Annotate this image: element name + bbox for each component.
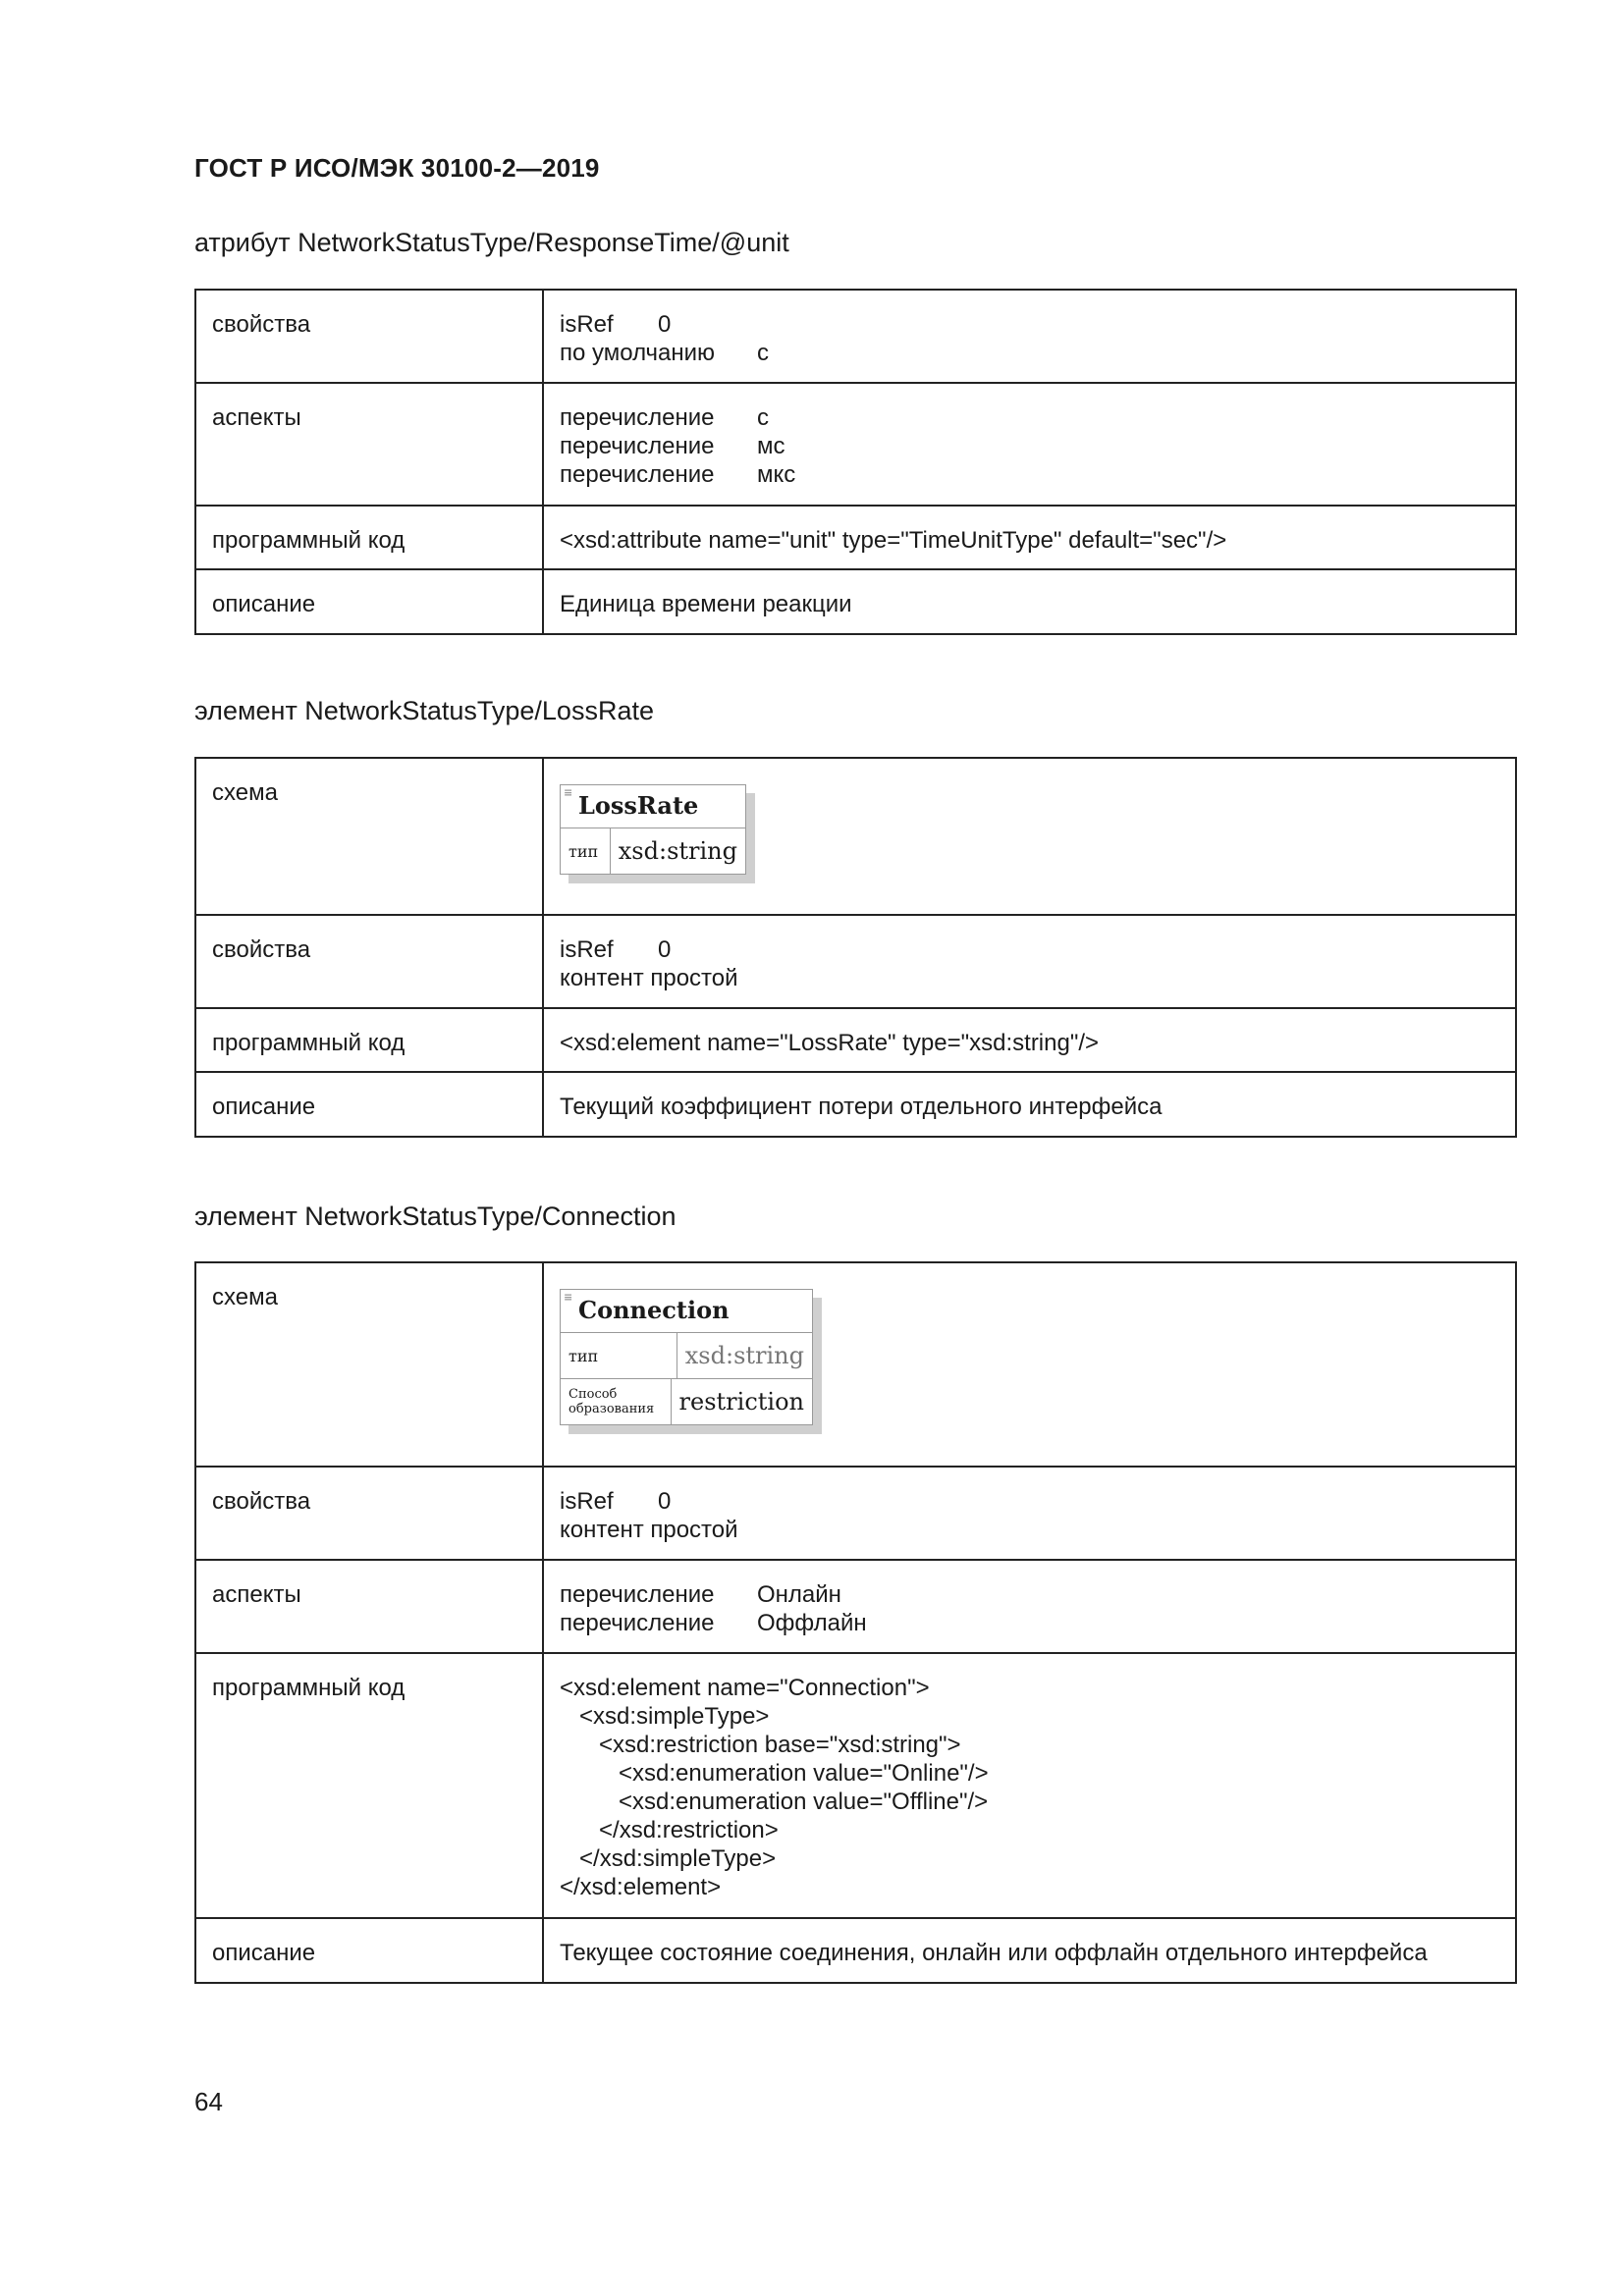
facet-pair: перечисление Оффлайн — [560, 1610, 867, 1636]
code-line: <xsd:element name="Connection"> — [560, 1675, 930, 1701]
row-key: программный код — [195, 506, 543, 569]
row-value — [543, 1560, 1516, 1653]
code-line: <xsd:enumeration value="Offline"/> — [560, 1789, 989, 1815]
row-value — [543, 290, 1516, 383]
property-pair: контент простой — [560, 965, 738, 991]
schema-diagram-connection — [560, 1289, 813, 1425]
schema-attr-row: тип xsd:string — [561, 1333, 812, 1378]
schema-element-name: ≡ Connection — [561, 1290, 812, 1333]
row-value: Текущий коэффициент потери отдельного интерфейса — [543, 1072, 1516, 1137]
schema-attr-row: Способ образования restriction — [561, 1378, 812, 1424]
row-key: свойства — [195, 1467, 543, 1560]
property-pair: isRef 0 — [560, 311, 672, 338]
table-row-facets — [195, 383, 1516, 506]
row-value — [543, 915, 1516, 1008]
schema-box — [560, 784, 746, 875]
row-key: аспекты — [195, 383, 543, 506]
table-row-properties — [195, 1467, 1516, 1560]
row-value: Текущее состояние соединения, онлайн или оффлайн отдельного интерфейса — [543, 1918, 1516, 1983]
row-value: Единица времени реакции — [543, 569, 1516, 634]
row-key: схема — [195, 1262, 543, 1467]
schema-diagram-loss-rate — [560, 784, 746, 875]
row-key: описание — [195, 1918, 543, 1983]
row-key: программный код — [195, 1653, 543, 1918]
code-line: </xsd:restriction> — [560, 1817, 779, 1843]
code-line: <xsd:attribute name="unit" type="TimeUnitType" default="sec"/> — [560, 527, 1227, 554]
facet-pair: перечисление Онлайн — [560, 1581, 841, 1608]
page-number: 64 — [194, 2087, 223, 2116]
table-row-description — [195, 1072, 1516, 1137]
property-pair: по умолчанию с — [560, 340, 769, 366]
facet-pair: перечисление с — [560, 404, 769, 431]
table-row-diagram — [195, 758, 1516, 915]
row-value — [543, 1467, 1516, 1560]
row-value — [543, 758, 1516, 915]
table-row-source — [195, 506, 1516, 569]
row-key: программный код — [195, 1008, 543, 1072]
property-pair: контент простой — [560, 1517, 738, 1543]
facet-pair: перечисление мс — [560, 433, 785, 459]
code-line: <xsd:simpleType> — [560, 1703, 770, 1730]
facet-pair: перечисление мкс — [560, 461, 796, 488]
row-key: свойства — [195, 290, 543, 383]
code-line: <xsd:enumeration value="Online"/> — [560, 1760, 989, 1787]
list-icon: ≡ — [564, 1291, 573, 1304]
code-line: <xsd:element name="LossRate" type="xsd:string"/> — [560, 1030, 1100, 1056]
table-row-description — [195, 1918, 1516, 1983]
schema-box — [560, 1289, 813, 1425]
row-value — [543, 1653, 1516, 1918]
table-row-properties — [195, 290, 1516, 383]
row-key: свойства — [195, 915, 543, 1008]
property-pair: isRef 0 — [560, 936, 672, 963]
row-value — [543, 1008, 1516, 1072]
table-row-properties — [195, 915, 1516, 1008]
list-icon: ≡ — [564, 786, 573, 799]
code-line: </xsd:simpleType> — [560, 1845, 777, 1872]
row-key: описание — [195, 1072, 543, 1137]
table-row-diagram — [195, 1262, 1516, 1467]
spec-table-response-time-unit — [194, 289, 1517, 635]
row-value — [543, 383, 1516, 506]
row-key: описание — [195, 569, 543, 634]
spec-table-loss-rate — [194, 757, 1517, 1138]
code-line: <xsd:restriction base="xsd:string"> — [560, 1732, 961, 1758]
row-key: схема — [195, 758, 543, 915]
section-caption-loss-rate: элемент NetworkStatusType/LossRate — [194, 696, 654, 725]
schema-element-name: ≡ LossRate — [561, 785, 745, 828]
property-pair: isRef 0 — [560, 1488, 672, 1515]
spec-table-connection — [194, 1261, 1517, 1984]
section-caption-connection: элемент NetworkStatusType/Connection — [194, 1201, 677, 1231]
code-line: </xsd:element> — [560, 1874, 722, 1900]
document-header: ГОСТ Р ИСО/МЭК 30100-2—2019 — [194, 153, 600, 183]
row-value — [543, 506, 1516, 569]
table-row-facets — [195, 1560, 1516, 1653]
table-row-source — [195, 1653, 1516, 1918]
row-value — [543, 1262, 1516, 1467]
section-caption-response-time-unit: атрибут NetworkStatusType/ResponseTime/@unit — [194, 228, 789, 257]
table-row-description — [195, 569, 1516, 634]
table-row-source — [195, 1008, 1516, 1072]
row-key: аспекты — [195, 1560, 543, 1653]
schema-attr-row: тип xsd:string — [561, 828, 745, 874]
